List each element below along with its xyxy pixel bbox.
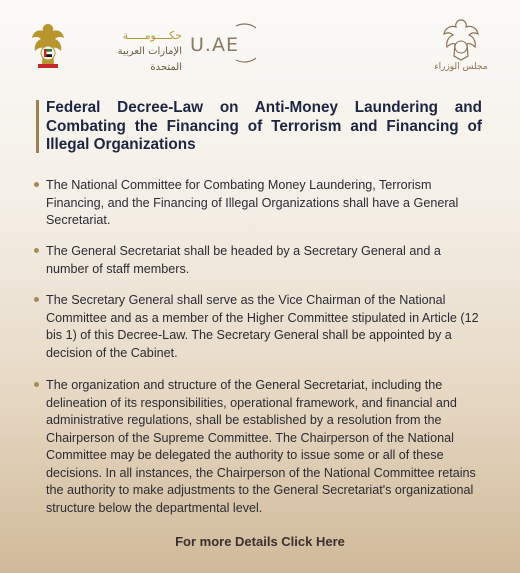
title-block (36, 99, 484, 155)
title-accent-bar (36, 100, 39, 153)
bullet-dot-icon (34, 382, 39, 387)
list-item-text: The organization and structure of the General Secretariat, including the delineation of its responsibilities, operational framework, and financial and administrative regulations, shall be established by a resolution from the Chairperson of the Supreme Committee. The Chairperson of the National Committee may be delegated the authority to issue some or all of these decisions. In all instances, the Chairperson of the National Committee retains the authority to make adjustments to the General Secretariat's organizational structure below the departmental level. (46, 378, 476, 515)
government-logo-text (90, 28, 182, 76)
cabinet-falcon-emblem-icon (440, 18, 482, 62)
list-item-text: The National Committee for Combating Money Laundering, Terrorism Financing, and the Financing of Illegal Organizations shall have a General Secretariat. (46, 178, 459, 227)
bullet-dot-icon (34, 182, 39, 187)
more-details-link[interactable]: For more Details Click Here (175, 534, 345, 549)
bullet-dot-icon (34, 297, 39, 302)
list-item-text: The Secretary General shall serve as the Vice Chairman of the National Committee and as a member of the Higher Committee stipulated in Article (12 bis 1) of this Decree-Law. The Secretary General shall be appointed by a decision of the Cabinet. (46, 293, 479, 360)
cabinet-label: مجلس الوزراء (434, 62, 488, 72)
bullet-dot-icon (34, 248, 39, 253)
header (0, 0, 520, 80)
page-title: Federal Decree-Law on Anti-Money Laundering and Combating the Financing of Terrorism and Financing of Illegal Organizations (46, 99, 482, 153)
gov-line2: الإمارات العربية المتحدة (117, 46, 182, 73)
gov-line1: حكــــومـــــة (122, 29, 182, 42)
list-item-text: The General Secretariat shall be headed by a Secretary General and a number of staff members. (46, 244, 441, 276)
uae-falcon-emblem-icon (30, 20, 66, 70)
uae-logo-text: U.AE (190, 34, 239, 56)
